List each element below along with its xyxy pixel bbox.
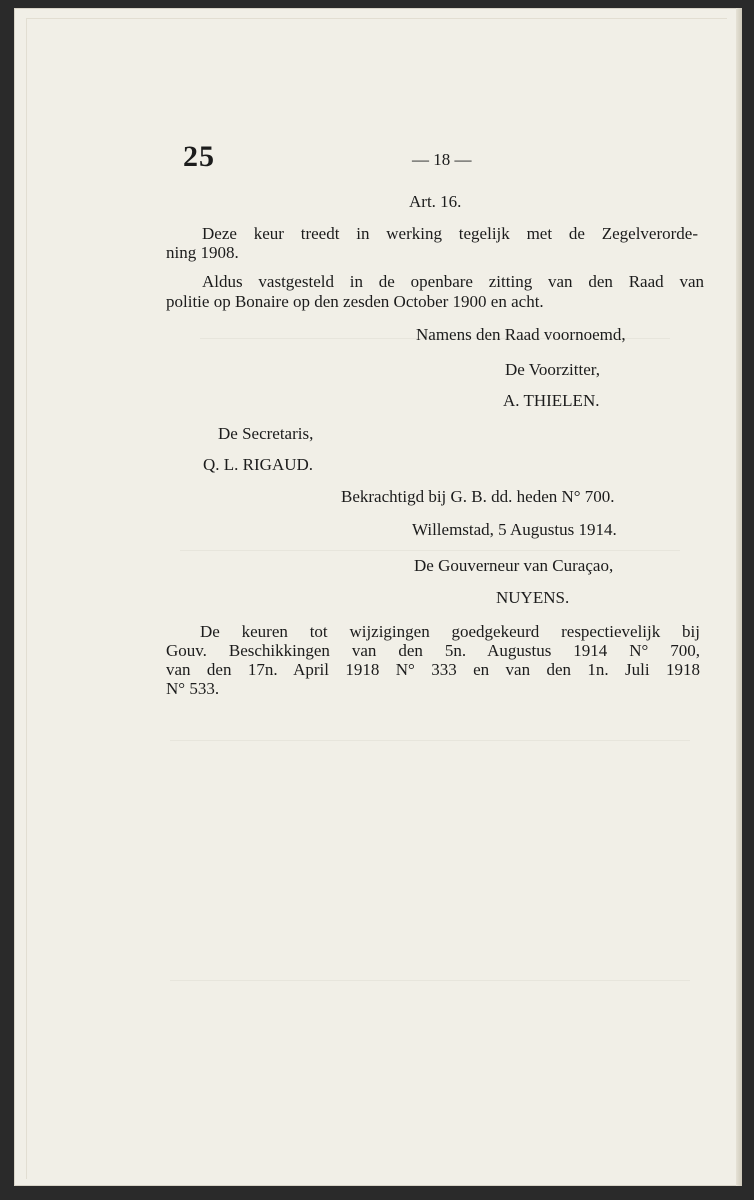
paragraph-line: ning 1908. [166,243,239,262]
paragraph-line: van den 17n. April 1918 N° 333 en van den 1n. Juli 1918 [166,660,700,679]
article-heading: Art. 16. [409,192,462,211]
paragraph-line: Aldus vastgesteld in de openbare zitting van den Raad van [202,272,704,291]
folio: — 18 — [412,150,472,169]
signature-heading: Namens den Raad voornoemd, [416,325,626,344]
bleed-through [180,550,680,551]
approval-line: Bekrachtigd bij G. B. dd. heden N° 700. [341,487,615,506]
paragraph-line: politie op Bonaire op den zesden October 1900 en acht. [166,292,544,311]
secretary-title: De Secretaris, [218,424,314,443]
page-number: 25 [183,140,215,173]
paragraph-line: Deze keur treedt in werking tegelijk met de Zegelverorde- [202,224,698,243]
paragraph-line: N° 533. [166,679,220,698]
secretary-name: Q. L. RIGAUD. [203,455,314,474]
bleed-through [170,740,690,741]
governor-title: De Gouverneur van Curaçao, [414,556,614,575]
page-frame [26,18,727,1179]
bleed-through [170,980,690,981]
paragraph-line: Gouv. Beschikkingen van den 5n. Augustus 1914 N° 700, [166,641,700,660]
chairman-title: De Voorzitter, [505,360,601,379]
governor-name: NUYENS. [496,588,570,607]
paragraph-line: De keuren tot wijzigingen goedgekeurd respectievelijk bij [200,622,700,641]
chairman-name: A. THIELEN. [503,391,600,410]
approval-place-date: Willemstad, 5 Augustus 1914. [412,520,617,539]
page-edge [736,8,742,1186]
